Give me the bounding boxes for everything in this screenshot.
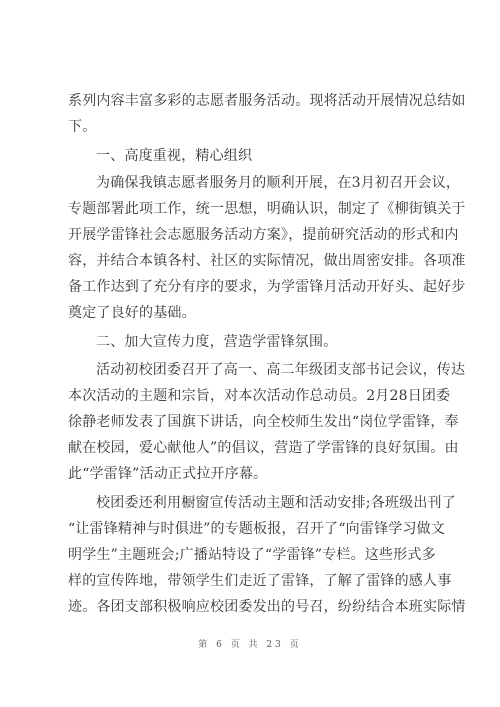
body-line: 样的宣传阵地，带领学生们走近了雷锋，了解了雷锋的感人事 [68, 573, 452, 589]
body-line: 开展学雷锋社会志愿服务活动方案》，提前研究活动的形式和内 [68, 227, 459, 243]
page-number-footer: 第 6 页 共 23 页 [198, 640, 302, 650]
body-line: 下。 [68, 119, 97, 135]
body-line: 本次活动的主题和宗旨，对本次活动作总动员。2月28日团委 [68, 388, 451, 404]
section-heading: 二、加大宣传力度，营造学雷锋氛围。 [96, 334, 338, 350]
body-line: 迹。各团支部积极响应校团委发出的号召，纷纷结合本班实际情 [68, 599, 466, 615]
body-line: 专题部署此项工作，统一思想，明确认识，制定了《柳街镇关于 [68, 201, 466, 217]
body-line: 徐静老师发表了国旗下讲话，向全校师生发出“岗位学雷锋，奉 [68, 414, 459, 430]
body-line: 为确保我镇志愿者服务月的顺利开展，在3月初召开会议， [96, 175, 461, 191]
body-line: 容，并结合本镇各村、社区的实际情况，做出周密安排。各项准 [68, 253, 466, 269]
body-line: 系列内容丰富多彩的志愿者服务活动。现将活动开展情况总结如 [68, 93, 466, 109]
body-line: 校团委还利用橱窗宣传活动主题和活动安排;各班级出刊了 [96, 495, 456, 511]
body-line: 此“学雷锋”活动正式拉开序幕。 [68, 466, 268, 482]
body-line: 活动初校团委召开了高一、高二年级团支部书记会议，传达 [96, 362, 466, 378]
body-line: 备工作达到了充分有序的要求，为学雷锋月活动开好头、起好步 [68, 279, 466, 295]
body-line: 奠定了良好的基础。 [68, 305, 196, 321]
body-line: “让雷锋精神与时俱进”的专题板报，召开了“向雷锋学习做文 [68, 521, 446, 537]
section-heading: 一、高度重视，精心组织 [96, 148, 253, 164]
body-line: 明学生”主题班会;广播站特设了“学雷锋”专栏。这些形式多 [68, 547, 436, 563]
body-line: 献在校园，爱心献他人”的倡议，营造了学雷锋的良好氛围。由 [68, 440, 459, 456]
